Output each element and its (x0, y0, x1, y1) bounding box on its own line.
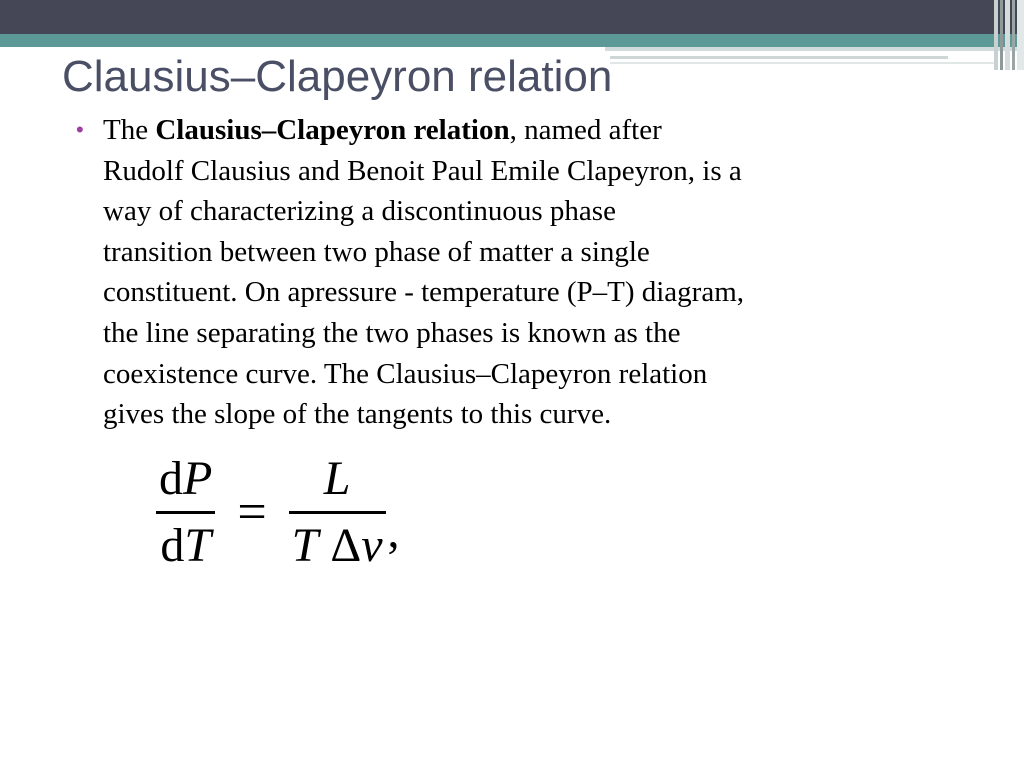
bullet-marker: • (76, 117, 84, 142)
text-run: The (103, 114, 156, 146)
paragraph-line: Rudolf Clausius and Benoit Paul Emile Clapeyron, is a (103, 154, 742, 187)
header-stripes (994, 0, 1024, 70)
paragraph-line: transition between two phase of matter a single (103, 235, 650, 268)
equals-sign: = (237, 483, 267, 541)
differential: d (160, 518, 185, 572)
paragraph-line (103, 110, 963, 151)
differential: d (159, 451, 183, 505)
lhs-denominator (157, 520, 214, 572)
header-band-dark (0, 0, 1024, 34)
pressure-symbol: P (183, 451, 213, 505)
stripe (994, 0, 998, 70)
bold-term: Clausius–Clapeyron relation (155, 114, 510, 146)
volume-symbol: v (361, 518, 383, 572)
delta-symbol: Δ (330, 518, 362, 572)
stripe (1000, 0, 1003, 70)
stripe (1017, 0, 1024, 70)
temperature-symbol: T (291, 518, 319, 572)
temperature-symbol: T (184, 518, 212, 572)
header-band-teal (0, 34, 1024, 47)
lhs-numerator (156, 453, 215, 505)
fraction-bar (156, 511, 215, 514)
formula-comma: , (387, 505, 400, 558)
body-paragraph (103, 110, 963, 435)
paragraph-line: way of characterizing a discontinuous phase (103, 195, 616, 228)
latent-heat-symbol: L (323, 451, 351, 505)
paragraph-line: coexistence curve. The Clausius–Clapeyron relation (103, 357, 708, 390)
text-run: , named after (509, 114, 662, 146)
paragraph-line: constituent. On apressure - temperature (P–T) diagram, (103, 276, 745, 309)
paragraph-line: the line separating the two phases is known as the (103, 316, 681, 349)
rhs-fraction (289, 453, 386, 572)
fraction-bar (289, 511, 386, 514)
stripe (1005, 0, 1010, 70)
paragraph-line: gives the slope of the tangents to this curve. (103, 398, 612, 431)
header-rule (610, 62, 994, 64)
slide-title: Clausius–Clapeyron relation (62, 52, 613, 101)
clausius-clapeyron-formula (156, 446, 400, 578)
header-rule (610, 56, 948, 59)
lhs-fraction (156, 453, 215, 572)
stripe (1012, 0, 1015, 70)
rhs-denominator (289, 520, 386, 572)
